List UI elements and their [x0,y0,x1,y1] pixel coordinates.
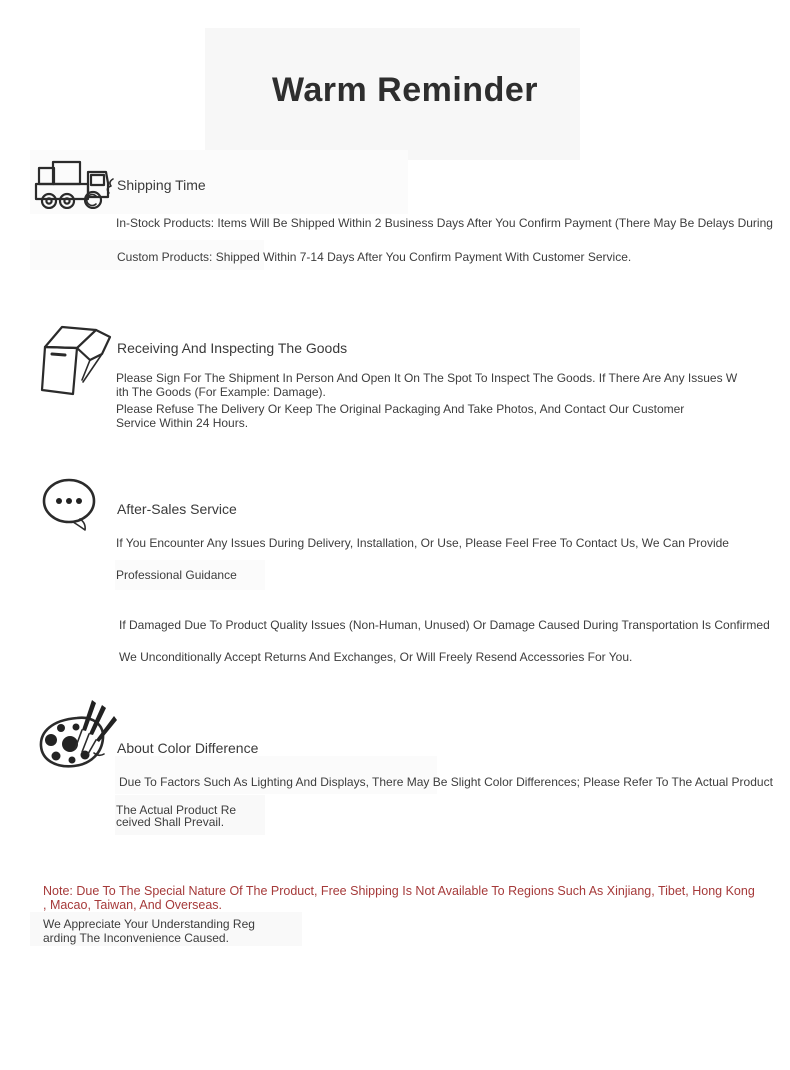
shipping-time-line-2: Custom Products: Shipped Within 7-14 Days After You Confirm Payment With Customer Service. [117,250,632,264]
section-heading-receiving: Receiving And Inspecting The Goods [117,340,348,356]
after-sales-line-3: If Damaged Due To Product Quality Issues (Non-Human, Unused) Or Damage Caused During Transportation Is Confirmed [119,618,770,632]
receiving-para2-line2: Service Within 24 Hours. [116,416,249,430]
receiving-para1-line1: Please Sign For The Shipment In Person And Open It On The Spot To Inspect The Goods. If There Are Any Issues W [116,371,738,385]
receiving-para1-line2: ith The Goods (For Example: Damage). [116,385,326,399]
note-red-line-1: Note: Due To The Special Nature Of The Product, Free Shipping Is Not Available To Regions Such As Xinjiang, Tibet, Hong Kong [43,884,755,898]
section-heading-shipping-time: Shipping Time [117,177,206,193]
color-difference-wrap-line-2: ceived Shall Prevail. [116,815,225,829]
color-difference-wrap-line-1: The Actual Product Re [116,803,237,817]
palette-icon [34,696,122,774]
after-sales-line-1: If You Encounter Any Issues During Delivery, Installation, Or Use, Please Feel Free To Contact Us, We Can Provide [116,536,729,550]
section-heading-after-sales: After-Sales Service [117,501,237,517]
truck-icon [33,153,115,209]
receiving-para2-line1: Please Refuse The Delivery Or Keep The Original Packaging And Take Photos, And Contact Our Customer [116,402,685,416]
section-heading-color-difference: About Color Difference [117,740,259,756]
page-title: Warm Reminder [272,71,538,109]
note-red-line-2: , Macao, Taiwan, And Overseas. [43,898,223,912]
note-dark-line-1: We Appreciate Your Understanding Reg [43,917,255,931]
shipping-time-line-1: In-Stock Products: Items Will Be Shipped Within 2 Business Days After You Confirm Payment (There May Be Delays During [116,216,773,230]
box-icon [38,320,116,400]
after-sales-line-2: Professional Guidance [116,568,237,582]
color-difference-line-1: Due To Factors Such As Lighting And Displays, There May Be Slight Color Differences; Please Refer To The Actual Product [119,775,773,789]
note-dark-line-2: arding The Inconvenience Caused. [43,931,229,945]
chat-bubble-icon [40,476,106,534]
after-sales-line-4: We Unconditionally Accept Returns And Exchanges, Or Will Freely Resend Accessories For You. [119,650,633,664]
